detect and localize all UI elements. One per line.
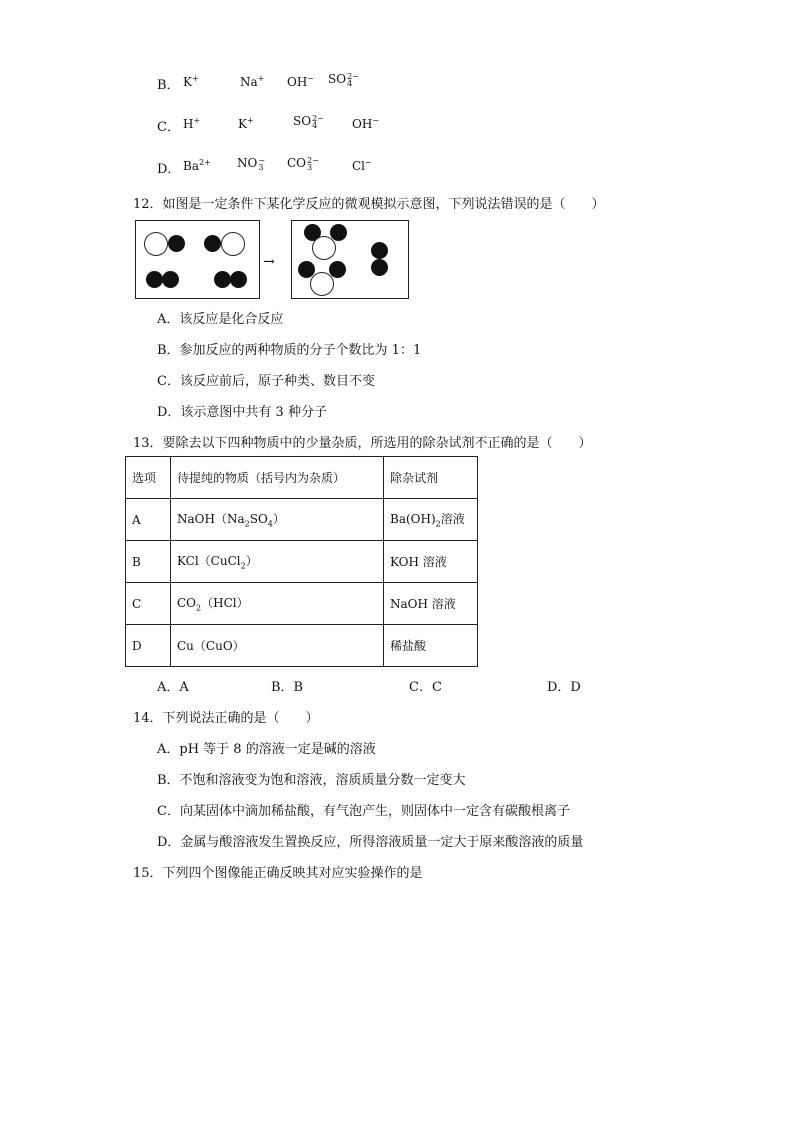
q14-option-a: A．pH 等于 8 的溶液一定是碱的溶液: [157, 742, 376, 757]
row-option: C: [126, 583, 171, 625]
q14-stem: 14．下列说法正确的是（ ）: [133, 711, 319, 726]
black-atom: [162, 271, 179, 288]
q14-option-c: C．向某固体中滴加稀盐酸，有气泡产生，则固体中一定含有碳酸根离子: [157, 804, 570, 819]
row-substance: $CO_2(HCl)$: [171, 583, 384, 625]
white-atom: [310, 272, 334, 296]
row-reagent: KOH 溶液: [384, 541, 478, 583]
ion-k: K+: [238, 116, 254, 131]
q12-option-c: C．该反应前后，原子种类、数目不变: [157, 374, 375, 389]
option-label: D．: [157, 162, 181, 177]
ion-sulfate: SO 2− 4: [328, 71, 359, 88]
row-option: A: [126, 499, 171, 541]
products-diagram: [291, 220, 409, 299]
black-atom: [230, 271, 247, 288]
black-atom: [146, 271, 163, 288]
reactants-diagram: [135, 220, 260, 299]
header-substance: 待提纯的物质（括号内为杂质）: [171, 457, 384, 499]
q15-stem: 15．下列四个图像能正确反映其对应实验操作的是: [133, 866, 423, 881]
impurity-table: [125, 456, 478, 667]
row-substance: Cu（CuO）: [171, 625, 384, 667]
black-atom: [214, 271, 231, 288]
table-row: [126, 625, 478, 667]
header-option: 选项: [126, 457, 171, 499]
ion-h: H+: [183, 116, 201, 131]
ion-nitrate: NO − 3: [237, 155, 266, 172]
ion-oh: OH−: [287, 74, 315, 89]
ion-k: K+: [183, 74, 199, 89]
ion-carbonate: CO 2− 3: [287, 155, 319, 172]
black-atom: [371, 259, 388, 276]
black-atom: [204, 235, 221, 252]
ion-oh: OH−: [352, 116, 380, 131]
row-reagent: $Ba(OH)_2$溶液: [384, 499, 478, 541]
option-label: C．: [157, 120, 180, 135]
q14-option-b: B．不饱和溶液变为饱和溶液，溶质质量分数一定变大: [157, 773, 466, 788]
q12-option-b: B．参加反应的两种物质的分子个数比为 1：1: [157, 343, 422, 358]
row-option: B: [126, 541, 171, 583]
q14-option-d: D．金属与酸溶液发生置换反应，所得溶液质量一定大于原来酸溶液的质量: [157, 835, 584, 850]
row-substance: $NaOH(Na_2SO_4)$: [171, 499, 384, 541]
row-reagent: NaOH 溶液: [384, 583, 478, 625]
black-atom: [168, 235, 185, 252]
option-label: B．: [157, 78, 180, 93]
reaction-arrow: →: [263, 254, 275, 270]
table-row: [126, 541, 478, 583]
black-atom: [329, 261, 346, 278]
white-atom: [312, 236, 336, 260]
q13-answer-c: C．C: [409, 680, 442, 695]
black-atom: [371, 242, 388, 259]
header-reagent: 除杂试剂: [384, 457, 478, 499]
q12-stem: 12．如图是一定条件下某化学反应的微观模拟示意图，下列说法错误的是（ ）: [133, 197, 605, 212]
row-substance: KCl（CuCl$_2$）: [171, 541, 384, 583]
q12-option-d: D．该示意图中共有 3 种分子: [157, 405, 327, 420]
ion-ba: $Ba^{2+}$: [183, 158, 211, 173]
q13-answer-a: A．A: [157, 680, 189, 695]
row-option: D: [126, 625, 171, 667]
ion-cl: Cl−: [352, 158, 372, 173]
table-header-row: [126, 457, 478, 499]
table-row: [126, 499, 478, 541]
white-atom: [221, 232, 245, 256]
white-atom: [144, 232, 168, 256]
table-row: [126, 583, 478, 625]
row-reagent: 稀盐酸: [384, 625, 478, 667]
black-atom: [330, 224, 347, 241]
q13-stem: 13．要除去以下四种物质中的少量杂质，所选用的除杂试剂不正确的是（ ）: [133, 436, 592, 451]
q13-answer-b: B．B: [271, 680, 304, 695]
ion-na: Na+: [240, 74, 265, 89]
q13-answer-d: D．D: [547, 680, 581, 695]
ion-sulfate: SO 2− 4: [293, 113, 324, 130]
q12-option-a: A．该反应是化合反应: [157, 312, 284, 327]
